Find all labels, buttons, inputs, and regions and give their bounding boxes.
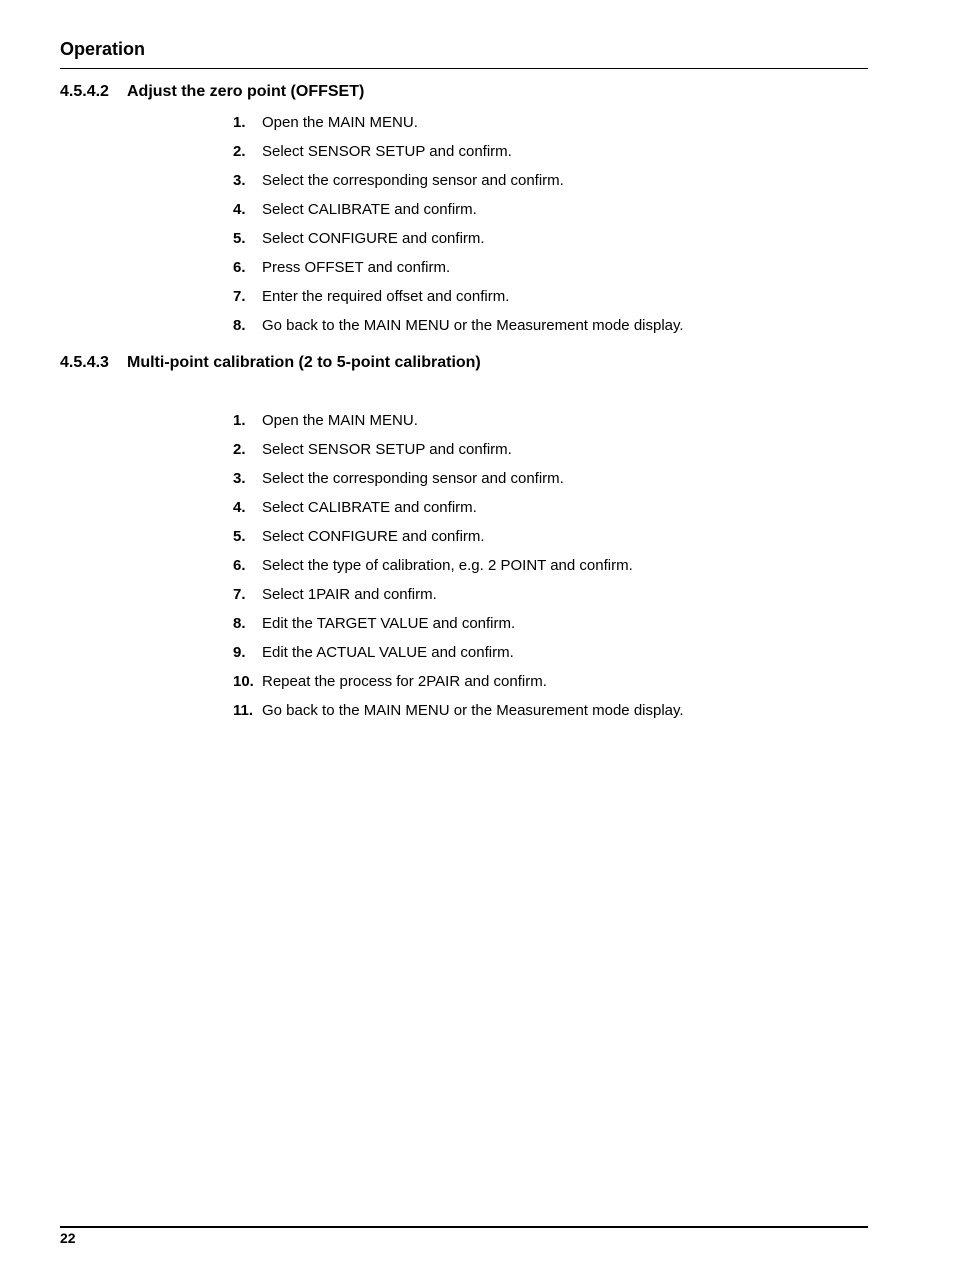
step-text: Edit the TARGET VALUE and confirm. — [262, 615, 516, 632]
step-text: Select the corresponding sensor and confirm. — [262, 470, 564, 487]
list-item — [233, 702, 684, 731]
list-item — [233, 528, 684, 557]
step-text: Edit the ACTUAL VALUE and confirm. — [262, 644, 514, 661]
step-text: Select CONFIGURE and confirm. — [262, 528, 485, 545]
step-number: 8. — [233, 317, 246, 334]
multipoint-steps-list — [233, 412, 684, 731]
step-text: Select the type of calibration, e.g. 2 POINT and confirm. — [262, 557, 633, 574]
list-item — [233, 317, 684, 346]
step-text: Select SENSOR SETUP and confirm. — [262, 143, 512, 160]
step-number: 11. — [233, 702, 254, 719]
section-title: Adjust the zero point (OFFSET) — [127, 83, 365, 100]
step-number: 7. — [233, 586, 246, 603]
list-item — [233, 288, 684, 317]
step-text: Select the corresponding sensor and confirm. — [262, 172, 564, 189]
list-item — [233, 230, 684, 259]
list-item — [233, 172, 684, 201]
header-rule — [60, 68, 868, 69]
step-number: 8. — [233, 615, 246, 632]
section-heading-offset — [60, 82, 364, 102]
step-text: Select SENSOR SETUP and confirm. — [262, 441, 512, 458]
step-text: Select CALIBRATE and confirm. — [262, 201, 477, 218]
list-item — [233, 586, 684, 615]
step-number: 2. — [233, 143, 246, 160]
step-text: Select 1PAIR and confirm. — [262, 586, 437, 603]
step-text: Go back to the MAIN MENU or the Measurement mode display. — [262, 317, 684, 334]
list-item — [233, 470, 684, 499]
step-number: 10. — [233, 673, 254, 690]
list-item — [233, 615, 684, 644]
page-number: 22 — [60, 1230, 76, 1246]
step-number: 5. — [233, 528, 246, 545]
step-number: 2. — [233, 441, 246, 458]
step-number: 3. — [233, 470, 246, 487]
step-number: 9. — [233, 644, 246, 661]
step-number: 6. — [233, 557, 246, 574]
section-number: 4.5.4.3 — [60, 354, 109, 371]
list-item — [233, 259, 684, 288]
list-item — [233, 441, 684, 470]
step-number: 6. — [233, 259, 246, 276]
step-number: 4. — [233, 499, 246, 516]
list-item — [233, 114, 684, 143]
list-item — [233, 673, 684, 702]
step-text: Enter the required offset and confirm. — [262, 288, 510, 305]
page-header-title: Operation — [60, 39, 146, 59]
step-text: Repeat the process for 2PAIR and confirm. — [262, 673, 547, 690]
step-text: Select CALIBRATE and confirm. — [262, 499, 477, 516]
step-text: Select CONFIGURE and confirm. — [262, 230, 485, 247]
step-text: Open the MAIN MENU. — [262, 114, 418, 131]
step-number: 3. — [233, 172, 246, 189]
footer-rule — [60, 1226, 868, 1228]
list-item — [233, 557, 684, 586]
step-number: 7. — [233, 288, 246, 305]
section-title: Multi-point calibration (2 to 5-point calibration) — [127, 354, 481, 371]
list-item — [233, 644, 684, 673]
section-heading-multipoint — [60, 353, 481, 373]
step-text: Go back to the MAIN MENU or the Measurement mode display. — [262, 702, 684, 719]
step-number: 1. — [233, 412, 246, 429]
offset-steps-list — [233, 114, 684, 346]
step-text: Press OFFSET and confirm. — [262, 259, 451, 276]
section-number: 4.5.4.2 — [60, 83, 109, 100]
step-number: 4. — [233, 201, 246, 218]
step-number: 5. — [233, 230, 246, 247]
list-item — [233, 412, 684, 441]
step-text: Open the MAIN MENU. — [262, 412, 418, 429]
list-item — [233, 201, 684, 230]
list-item — [233, 143, 684, 172]
step-number: 1. — [233, 114, 246, 131]
list-item — [233, 499, 684, 528]
